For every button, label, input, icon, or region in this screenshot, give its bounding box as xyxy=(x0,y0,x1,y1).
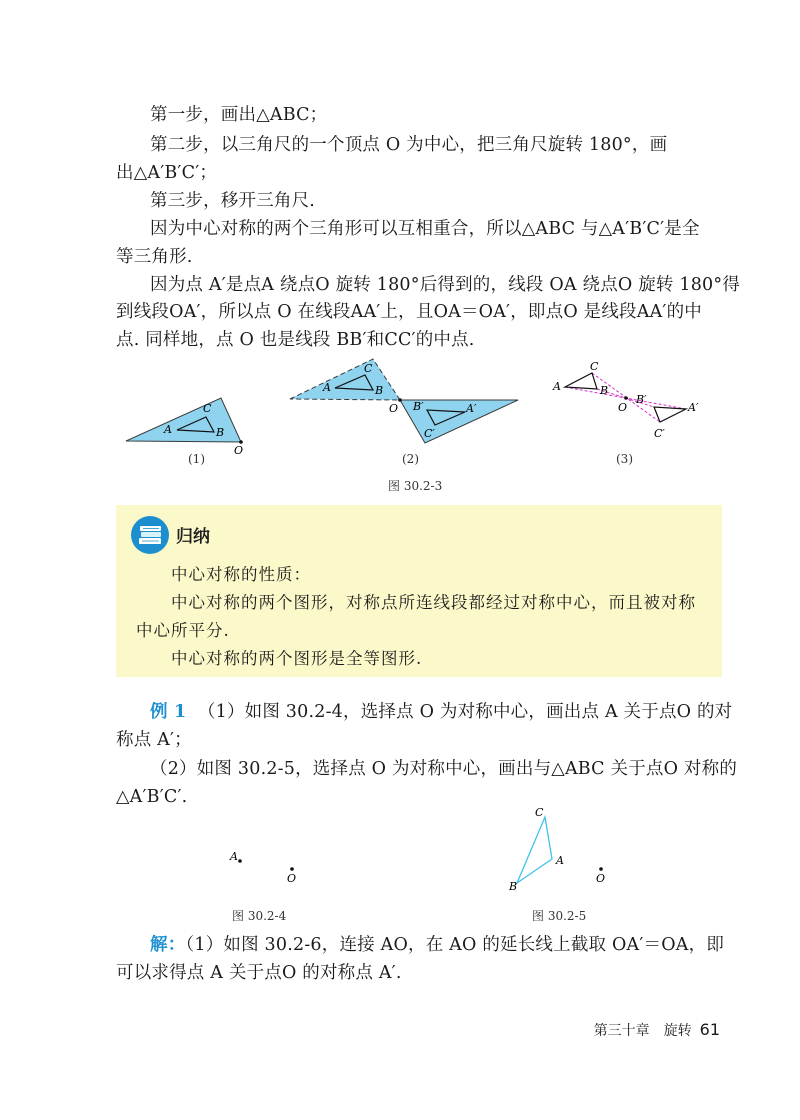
paragraph-2-line-2: 到线段OA′，所以点 O 在线段AA′上，且OA＝OA′，即点O 是线段AA′的中 xyxy=(116,302,702,322)
example-line-3: （2）如图 30.2-5，选择点 O 为对称中心，画出与△ABC 关于点O 对称的 xyxy=(150,759,738,779)
subfigure-label-2: (2) xyxy=(402,452,419,466)
point-o xyxy=(290,867,294,871)
label-o: O xyxy=(287,872,297,885)
label-a: A xyxy=(553,380,561,393)
figure-30-2-3-part-3 xyxy=(550,355,710,450)
solution-label: 解： xyxy=(150,935,186,955)
page-number: 61 xyxy=(699,1020,720,1039)
label-c: C xyxy=(535,806,544,819)
label-a-prime: A′ xyxy=(466,402,477,415)
label-o: O xyxy=(618,401,628,414)
label-a: A xyxy=(556,854,564,867)
page-footer xyxy=(594,1020,720,1040)
subfigure-label-1: (1) xyxy=(188,452,205,466)
paragraph-1-line-1: 因为中心对称的两个三角形可以互相重合，所以△ABC 与△A′B′C′是全 xyxy=(150,219,700,239)
summary-box xyxy=(116,505,722,677)
example-label: 例 1 xyxy=(150,702,187,722)
triangle-abc xyxy=(565,373,597,389)
summary-line-1: 中心对称的性质： xyxy=(171,565,311,584)
label-b: B xyxy=(375,384,384,397)
triangle-abc xyxy=(517,817,552,883)
point-o xyxy=(599,867,603,871)
step1-text: 第一步，画出△ABC； xyxy=(150,105,328,125)
point-a xyxy=(238,859,242,863)
figure-caption-30-2-4: 图 30.2-4 xyxy=(232,909,287,923)
triangle-ruler-dashed xyxy=(290,359,400,400)
label-b: B xyxy=(509,880,518,893)
point-o xyxy=(624,396,628,400)
figure-caption-30-2-5: 图 30.2-5 xyxy=(532,909,587,923)
figure-caption-30-2-3: 图 30.2-3 xyxy=(388,479,443,493)
paragraph-1-line-2: 等三角形. xyxy=(116,247,193,267)
subfigure-label-3: (3) xyxy=(616,452,633,466)
label-c: C xyxy=(590,360,599,373)
step2-text-1: 第二步，以三角尺的一个顶点 O 为中心，把三角尺旋转 180°，画 xyxy=(150,135,668,155)
solution-line-1 xyxy=(150,933,724,957)
point-o xyxy=(398,398,402,402)
label-b-prime: B′ xyxy=(413,400,424,413)
label-o: O xyxy=(596,872,606,885)
example-line-1 xyxy=(150,700,732,724)
step3-text: 第三步，移开三角尺. xyxy=(150,191,316,211)
solution-text-1: （1）如图 30.2-6，连接 AO，在 AO 的延长线上截取 OA′＝OA，即 xyxy=(185,935,725,955)
figure-30-2-5 xyxy=(500,800,620,900)
summary-line-4: 中心对称的两个图形是全等图形. xyxy=(171,649,423,668)
label-a-prime: A′ xyxy=(688,401,699,414)
label-o: O xyxy=(389,402,399,415)
label-a: A xyxy=(323,381,331,394)
step2-text-2: 出△A′B′C′； xyxy=(116,163,218,183)
label-c: C xyxy=(364,362,373,375)
example-text-1: （1）如图 30.2-4，选择点 O 为对称中心，画出点 A 关于点O 的对 xyxy=(197,702,733,722)
books-icon xyxy=(130,515,170,555)
label-c-prime: C′ xyxy=(654,427,665,440)
label-o: O xyxy=(234,444,244,457)
triangle-a1b1c1 xyxy=(654,407,686,422)
label-c: C xyxy=(203,402,212,415)
label-c-prime: C′ xyxy=(424,427,435,440)
paragraph-2-line-3: 点. 同样地，点 O 也是线段 BB′和CC′的中点. xyxy=(116,330,475,350)
figure-30-2-4 xyxy=(220,840,310,890)
label-b: B xyxy=(600,384,609,397)
example-line-4: △A′B′C′. xyxy=(116,787,188,807)
example-line-2: 称点 A′； xyxy=(116,730,192,750)
chapter-title: 第三十章 旋转 xyxy=(593,1023,692,1039)
summary-line-2: 中心对称的两个图形，对称点所连线段都经过对称中心，而且被对称 xyxy=(171,593,696,612)
paragraph-2-line-1: 因为点 A′是点A 绕点O 旋转 180°后得到的，线段 OA 绕点O 旋转 180°得 xyxy=(150,275,741,295)
label-b-prime: B′ xyxy=(636,393,647,406)
label-a: A xyxy=(230,850,238,863)
summary-title: 归纳 xyxy=(176,527,210,547)
label-b: B xyxy=(216,426,225,439)
summary-line-3: 中心所平分. xyxy=(136,621,230,640)
figure-30-2-3-part-2 xyxy=(285,352,530,452)
solution-line-2: 可以求得点 A 关于点O 的对称点 A′. xyxy=(116,963,402,983)
label-a: A xyxy=(164,423,172,436)
